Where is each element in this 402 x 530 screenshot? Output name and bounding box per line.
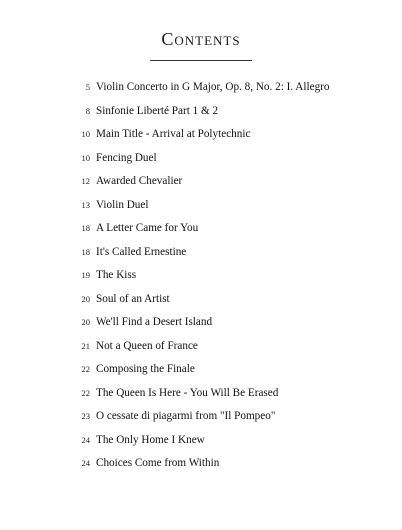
toc-page-number: 22 <box>81 364 90 374</box>
toc-title: It's Called Ernestine <box>96 245 187 258</box>
toc-page-number: 13 <box>81 199 90 210</box>
toc-entry[interactable] <box>0 264 402 288</box>
toc-entry[interactable] <box>0 358 402 382</box>
toc-page-number: 21 <box>81 340 90 351</box>
toc-title: The Queen Is Here - You Will Be Erased <box>96 386 279 399</box>
toc-page-number: 5 <box>85 82 90 92</box>
toc-entry[interactable] <box>0 170 402 194</box>
toc-entry[interactable] <box>0 452 402 476</box>
toc-title: Not a Queen of France <box>96 339 198 352</box>
toc-entry[interactable] <box>0 217 402 241</box>
toc-title: We'll Find a Desert Island <box>96 316 213 328</box>
toc-entry[interactable] <box>0 100 402 124</box>
toc-entry[interactable] <box>0 405 402 429</box>
toc-title: A Letter Came for You <box>96 222 199 234</box>
toc-entry[interactable] <box>0 382 402 406</box>
toc-page-number: 24 <box>81 458 90 468</box>
toc-entry[interactable] <box>0 76 402 100</box>
toc-title: Sinfonie Liberté Part 1 & 2 <box>96 104 219 117</box>
toc-page-number: 22 <box>81 387 90 398</box>
toc-title: Composing the Finale <box>96 363 195 375</box>
toc-title: The Only Home I Knew <box>96 433 205 446</box>
toc-title: Main Title - Arrival at Polytechnic <box>96 128 251 140</box>
toc-page-number: 23 <box>81 411 90 421</box>
toc-page-number: 20 <box>81 317 90 327</box>
toc-page-number: 18 <box>81 223 90 233</box>
toc-title: The Kiss <box>96 269 137 281</box>
toc-page-number: 20 <box>81 293 90 304</box>
toc-page-number: 10 <box>81 152 90 163</box>
toc-title: Choices Come from Within <box>96 457 220 469</box>
toc-page-number: 10 <box>81 129 90 139</box>
toc-entry[interactable] <box>0 241 402 265</box>
toc-title: Awarded Chevalier <box>96 175 183 187</box>
page-title: Contents <box>161 29 241 49</box>
toc-entry[interactable] <box>0 123 402 147</box>
toc-title: Violin Concerto in G Major, Op. 8, No. 2: I. Allegro <box>96 81 330 93</box>
toc-title: Fencing Duel <box>96 151 157 164</box>
title-divider <box>150 60 252 61</box>
toc-entry[interactable] <box>0 429 402 453</box>
toc-entry[interactable] <box>0 311 402 335</box>
toc-entry[interactable] <box>0 288 402 312</box>
toc-title: Soul of an Artist <box>96 292 170 305</box>
toc-title: Violin Duel <box>96 198 149 211</box>
contents-list <box>0 76 402 476</box>
toc-entry[interactable] <box>0 335 402 359</box>
toc-title: O cessate di piagarmi from "Il Pompeo" <box>96 410 276 422</box>
toc-entry[interactable] <box>0 194 402 218</box>
toc-entry[interactable] <box>0 147 402 171</box>
toc-page-number: 12 <box>81 176 90 186</box>
toc-page-number: 24 <box>81 434 90 445</box>
toc-page-number: 18 <box>81 246 90 257</box>
toc-page-number: 8 <box>85 105 90 116</box>
toc-page-number: 19 <box>81 270 90 280</box>
